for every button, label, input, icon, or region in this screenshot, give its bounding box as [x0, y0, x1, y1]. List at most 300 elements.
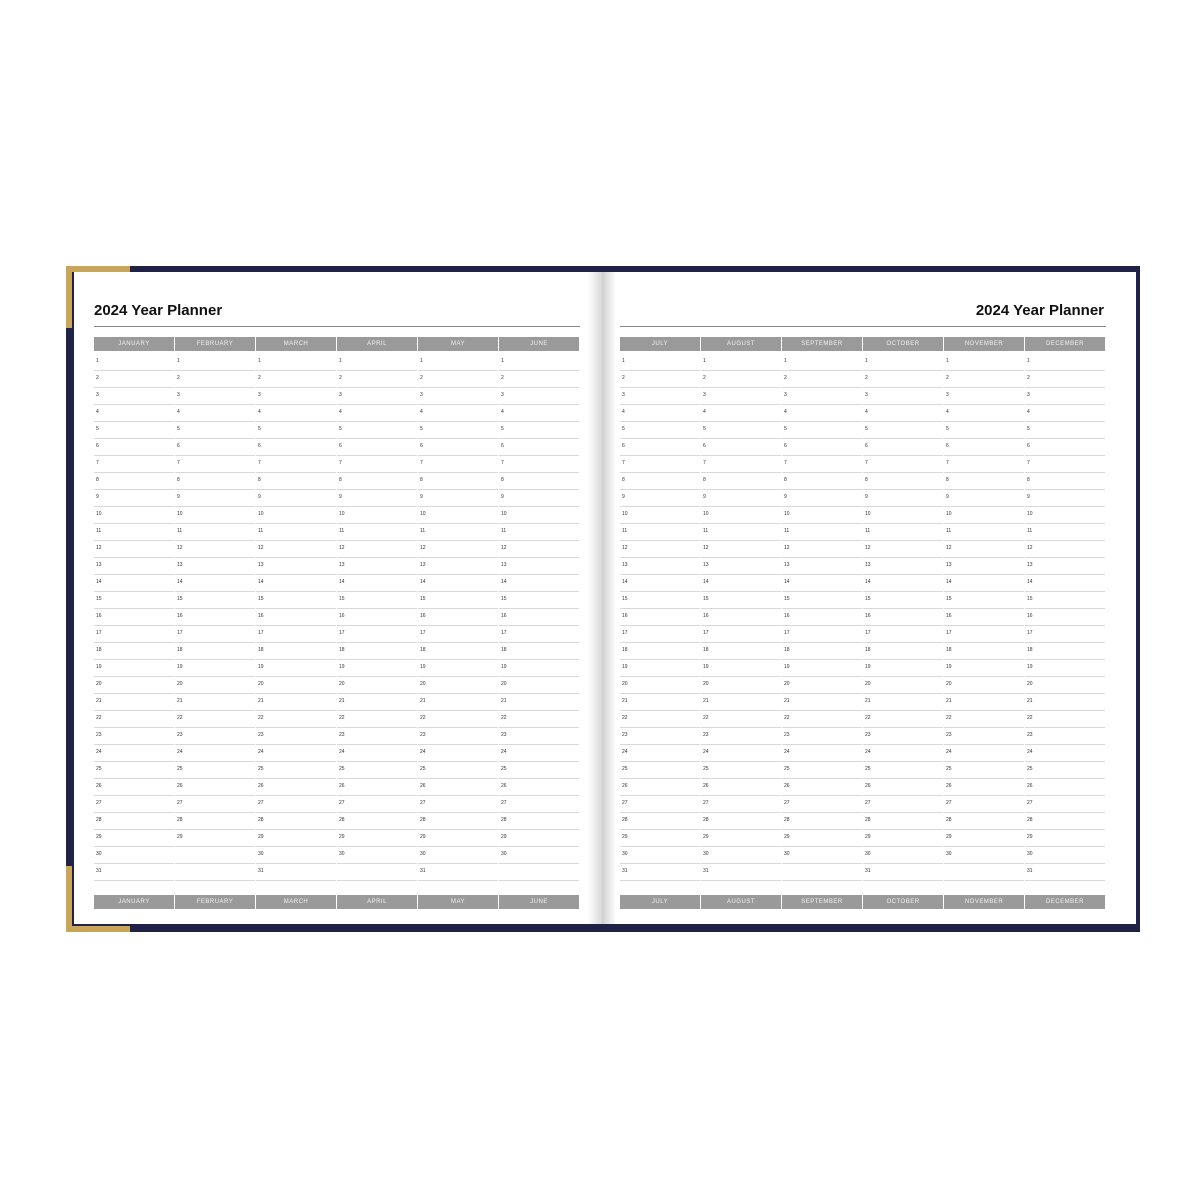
day-number: 7	[501, 460, 504, 466]
day-row	[620, 489, 700, 507]
day-number: 26	[258, 783, 264, 789]
day-row	[94, 812, 174, 830]
day-row	[782, 846, 862, 864]
day-row	[701, 761, 781, 779]
month-footer-september: SEPTEMBER	[782, 895, 862, 909]
day-number: 12	[946, 545, 952, 551]
day-number: 26	[784, 783, 790, 789]
day-number: 17	[622, 630, 628, 636]
day-number: 3	[1027, 392, 1030, 398]
day-number: 12	[501, 545, 507, 551]
day-number: 12	[96, 545, 102, 551]
day-row	[620, 353, 700, 371]
day-row	[94, 557, 174, 575]
day-number: 18	[420, 647, 426, 653]
day-number: 31	[96, 868, 102, 874]
day-row	[256, 608, 336, 626]
day-row	[94, 846, 174, 864]
day-number: 27	[703, 800, 709, 806]
day-number: 18	[622, 647, 628, 653]
day-row	[175, 829, 255, 847]
day-row	[1025, 829, 1105, 847]
day-row	[944, 608, 1024, 626]
day-number: 17	[420, 630, 426, 636]
day-row	[782, 438, 862, 456]
day-number: 25	[865, 766, 871, 772]
day-row	[256, 727, 336, 745]
day-row	[337, 404, 417, 422]
day-row	[418, 540, 498, 558]
day-number: 6	[703, 443, 706, 449]
day-number: 2	[501, 375, 504, 381]
day-row	[944, 557, 1024, 575]
day-row	[418, 727, 498, 745]
day-row	[256, 625, 336, 643]
day-row	[863, 421, 943, 439]
day-row	[256, 523, 336, 541]
day-number: 3	[501, 392, 504, 398]
day-row	[418, 642, 498, 660]
day-row	[418, 829, 498, 847]
day-number: 2	[96, 375, 99, 381]
day-number: 4	[622, 409, 625, 415]
day-row	[337, 421, 417, 439]
day-number: 5	[784, 426, 787, 432]
day-number: 31	[703, 868, 709, 874]
brass-corner-bottom	[66, 866, 72, 928]
day-row	[1025, 591, 1105, 609]
month-footer-july: JULY	[620, 895, 700, 909]
day-number: 14	[784, 579, 790, 585]
day-number: 9	[1027, 494, 1030, 500]
day-row	[863, 353, 943, 371]
day-number: 20	[177, 681, 183, 687]
left-title-rule	[94, 326, 580, 327]
day-number: 28	[339, 817, 345, 823]
day-row	[256, 863, 336, 881]
day-number: 25	[703, 766, 709, 772]
day-row	[782, 761, 862, 779]
day-row	[944, 472, 1024, 490]
day-row	[620, 642, 700, 660]
day-number: 30	[501, 851, 507, 857]
day-row	[418, 523, 498, 541]
day-row	[499, 455, 579, 473]
day-number: 9	[501, 494, 504, 500]
day-number: 2	[703, 375, 706, 381]
day-number: 21	[258, 698, 264, 704]
day-number: 8	[501, 477, 504, 483]
month-footer-april: APRIL	[337, 895, 417, 909]
day-row	[256, 642, 336, 660]
month-footer-january: JANUARY	[94, 895, 174, 909]
day-row	[863, 761, 943, 779]
day-row	[256, 693, 336, 711]
day-row	[701, 710, 781, 728]
day-row	[1025, 506, 1105, 524]
day-row	[701, 523, 781, 541]
day-number: 20	[96, 681, 102, 687]
day-number: 10	[784, 511, 790, 517]
day-number: 2	[946, 375, 949, 381]
day-number: 21	[96, 698, 102, 704]
day-row	[418, 608, 498, 626]
day-row	[782, 472, 862, 490]
day-number: 29	[703, 834, 709, 840]
day-number: 27	[420, 800, 426, 806]
day-number: 11	[622, 528, 628, 534]
day-row	[782, 676, 862, 694]
day-row	[94, 778, 174, 796]
day-row	[175, 421, 255, 439]
day-row	[418, 353, 498, 371]
day-row	[499, 863, 579, 881]
day-row	[620, 387, 700, 405]
day-row	[863, 642, 943, 660]
day-number: 29	[1027, 834, 1033, 840]
day-row	[499, 557, 579, 575]
day-row	[863, 523, 943, 541]
day-row	[1025, 523, 1105, 541]
day-number: 24	[622, 749, 628, 755]
day-number: 10	[1027, 511, 1033, 517]
day-row	[863, 812, 943, 830]
day-number: 19	[946, 664, 952, 670]
day-row	[620, 438, 700, 456]
day-number: 15	[339, 596, 345, 602]
day-number: 13	[339, 562, 345, 568]
day-number: 28	[501, 817, 507, 823]
month-footer-august: AUGUST	[701, 895, 781, 909]
day-number: 24	[258, 749, 264, 755]
day-number: 31	[420, 868, 426, 874]
day-row	[418, 438, 498, 456]
day-number: 14	[946, 579, 952, 585]
day-row	[863, 608, 943, 626]
day-row	[175, 438, 255, 456]
day-number: 3	[622, 392, 625, 398]
day-row	[256, 574, 336, 592]
day-number: 1	[1027, 358, 1030, 364]
day-row	[944, 795, 1024, 813]
day-number: 6	[946, 443, 949, 449]
day-row	[94, 438, 174, 456]
day-row	[782, 489, 862, 507]
day-number: 1	[946, 358, 949, 364]
day-row	[944, 812, 1024, 830]
day-number: 28	[420, 817, 426, 823]
day-number: 14	[501, 579, 507, 585]
day-row	[701, 353, 781, 371]
day-number: 4	[1027, 409, 1030, 415]
day-number: 5	[622, 426, 625, 432]
day-row	[175, 489, 255, 507]
day-number: 25	[339, 766, 345, 772]
day-row	[701, 846, 781, 864]
left-page-title: 2024 Year Planner	[94, 302, 223, 319]
day-row	[337, 795, 417, 813]
day-number: 16	[420, 613, 426, 619]
day-row	[418, 387, 498, 405]
day-number: 12	[177, 545, 183, 551]
day-row	[256, 829, 336, 847]
day-row	[94, 353, 174, 371]
day-row	[701, 693, 781, 711]
day-number: 1	[339, 358, 342, 364]
day-row	[256, 761, 336, 779]
day-number: 2	[258, 375, 261, 381]
day-row	[175, 676, 255, 694]
day-row	[256, 489, 336, 507]
day-row	[701, 744, 781, 762]
day-number: 8	[865, 477, 868, 483]
day-number: 11	[177, 528, 183, 534]
day-row	[256, 812, 336, 830]
day-number: 17	[96, 630, 102, 636]
day-row	[701, 370, 781, 388]
day-row	[701, 455, 781, 473]
day-number: 26	[703, 783, 709, 789]
day-number: 20	[622, 681, 628, 687]
day-row	[701, 489, 781, 507]
day-row	[499, 744, 579, 762]
day-number: 19	[865, 664, 871, 670]
day-number: 29	[177, 834, 183, 840]
day-row	[337, 591, 417, 609]
day-number: 16	[784, 613, 790, 619]
day-number: 26	[946, 783, 952, 789]
day-number: 31	[865, 868, 871, 874]
day-row	[701, 863, 781, 881]
day-number: 20	[1027, 681, 1033, 687]
day-number: 21	[784, 698, 790, 704]
day-number: 9	[622, 494, 625, 500]
day-row	[337, 472, 417, 490]
day-row	[94, 387, 174, 405]
day-number: 23	[501, 732, 507, 738]
day-number: 11	[784, 528, 790, 534]
day-number: 19	[1027, 664, 1033, 670]
day-row	[620, 591, 700, 609]
day-number: 7	[1027, 460, 1030, 466]
day-row	[499, 642, 579, 660]
day-row	[620, 795, 700, 813]
day-number: 17	[177, 630, 183, 636]
day-row	[499, 795, 579, 813]
day-row	[94, 727, 174, 745]
day-number: 11	[1027, 528, 1033, 534]
day-number: 17	[1027, 630, 1033, 636]
day-row	[944, 693, 1024, 711]
day-number: 26	[622, 783, 628, 789]
day-number: 8	[420, 477, 423, 483]
day-number: 22	[1027, 715, 1033, 721]
day-number: 17	[946, 630, 952, 636]
day-row	[620, 659, 700, 677]
day-number: 5	[339, 426, 342, 432]
day-row	[944, 574, 1024, 592]
day-number: 28	[784, 817, 790, 823]
day-row	[620, 370, 700, 388]
day-number: 18	[501, 647, 507, 653]
day-row	[863, 472, 943, 490]
day-number: 15	[946, 596, 952, 602]
day-number: 5	[946, 426, 949, 432]
day-number: 21	[420, 698, 426, 704]
day-row	[94, 642, 174, 660]
day-row	[620, 710, 700, 728]
day-row	[256, 472, 336, 490]
day-row	[499, 727, 579, 745]
day-number: 27	[946, 800, 952, 806]
month-header-september: SEPTEMBER	[782, 337, 862, 351]
day-row	[620, 744, 700, 762]
day-row	[620, 574, 700, 592]
day-row	[863, 727, 943, 745]
day-number: 12	[339, 545, 345, 551]
day-row	[944, 489, 1024, 507]
day-number: 25	[501, 766, 507, 772]
day-number: 18	[946, 647, 952, 653]
day-number: 10	[339, 511, 345, 517]
day-number: 8	[1027, 477, 1030, 483]
day-number: 1	[622, 358, 625, 364]
day-number: 18	[258, 647, 264, 653]
day-row	[337, 778, 417, 796]
day-number: 18	[1027, 647, 1033, 653]
day-row	[863, 574, 943, 592]
month-footer-june: JUNE	[499, 895, 579, 909]
day-number: 20	[501, 681, 507, 687]
day-number: 16	[339, 613, 345, 619]
day-row	[782, 812, 862, 830]
day-number: 7	[784, 460, 787, 466]
day-row	[863, 370, 943, 388]
day-number: 4	[258, 409, 261, 415]
day-number: 19	[501, 664, 507, 670]
day-number: 11	[703, 528, 709, 534]
day-row	[499, 608, 579, 626]
day-number: 27	[96, 800, 102, 806]
day-row	[337, 659, 417, 677]
day-row	[499, 421, 579, 439]
day-number: 30	[96, 851, 102, 857]
day-number: 20	[420, 681, 426, 687]
day-number: 30	[865, 851, 871, 857]
day-number: 14	[703, 579, 709, 585]
day-number: 16	[258, 613, 264, 619]
day-number: 7	[258, 460, 261, 466]
day-row	[94, 370, 174, 388]
day-number: 9	[784, 494, 787, 500]
day-row	[701, 812, 781, 830]
day-number: 15	[501, 596, 507, 602]
day-row	[782, 540, 862, 558]
day-row	[175, 455, 255, 473]
day-number: 14	[420, 579, 426, 585]
day-row	[701, 540, 781, 558]
day-number: 9	[946, 494, 949, 500]
day-row	[944, 421, 1024, 439]
day-number: 21	[177, 698, 183, 704]
day-number: 17	[501, 630, 507, 636]
day-number: 26	[420, 783, 426, 789]
day-row	[701, 557, 781, 575]
day-number: 24	[501, 749, 507, 755]
day-number: 3	[703, 392, 706, 398]
right-page-title: 2024 Year Planner	[975, 302, 1104, 319]
day-row	[701, 472, 781, 490]
day-number: 31	[1027, 868, 1033, 874]
day-number: 5	[258, 426, 261, 432]
day-number: 6	[339, 443, 342, 449]
month-header-november: NOVEMBER	[944, 337, 1024, 351]
day-number: 25	[96, 766, 102, 772]
day-number: 24	[1027, 749, 1033, 755]
day-number: 23	[258, 732, 264, 738]
day-row	[701, 591, 781, 609]
day-number: 14	[339, 579, 345, 585]
day-number: 29	[501, 834, 507, 840]
day-number: 8	[703, 477, 706, 483]
day-row	[863, 625, 943, 643]
day-number: 6	[177, 443, 180, 449]
day-number: 9	[420, 494, 423, 500]
day-number: 14	[96, 579, 102, 585]
day-number: 25	[258, 766, 264, 772]
day-number: 7	[420, 460, 423, 466]
day-number: 29	[784, 834, 790, 840]
day-number: 7	[177, 460, 180, 466]
day-row	[499, 370, 579, 388]
day-number: 9	[258, 494, 261, 500]
day-row	[337, 625, 417, 643]
day-number: 27	[865, 800, 871, 806]
day-number: 1	[703, 358, 706, 364]
day-number: 2	[784, 375, 787, 381]
day-row	[782, 506, 862, 524]
day-row	[1025, 625, 1105, 643]
day-number: 29	[865, 834, 871, 840]
day-row	[175, 625, 255, 643]
month-footer-november: NOVEMBER	[944, 895, 1024, 909]
day-number: 26	[177, 783, 183, 789]
day-number: 7	[96, 460, 99, 466]
day-number: 13	[703, 562, 709, 568]
day-row	[499, 489, 579, 507]
day-row	[782, 523, 862, 541]
day-row	[175, 744, 255, 762]
day-number: 13	[865, 562, 871, 568]
day-row	[782, 404, 862, 422]
day-row	[1025, 557, 1105, 575]
day-number: 9	[703, 494, 706, 500]
day-number: 14	[622, 579, 628, 585]
day-row	[863, 404, 943, 422]
day-row	[944, 353, 1024, 371]
day-row	[337, 540, 417, 558]
day-row	[256, 455, 336, 473]
day-number: 5	[865, 426, 868, 432]
day-number: 6	[501, 443, 504, 449]
brass-corner-top	[66, 268, 72, 328]
day-number: 21	[1027, 698, 1033, 704]
day-number: 2	[1027, 375, 1030, 381]
day-row	[1025, 438, 1105, 456]
day-number: 10	[501, 511, 507, 517]
day-row	[701, 659, 781, 677]
day-row	[256, 421, 336, 439]
